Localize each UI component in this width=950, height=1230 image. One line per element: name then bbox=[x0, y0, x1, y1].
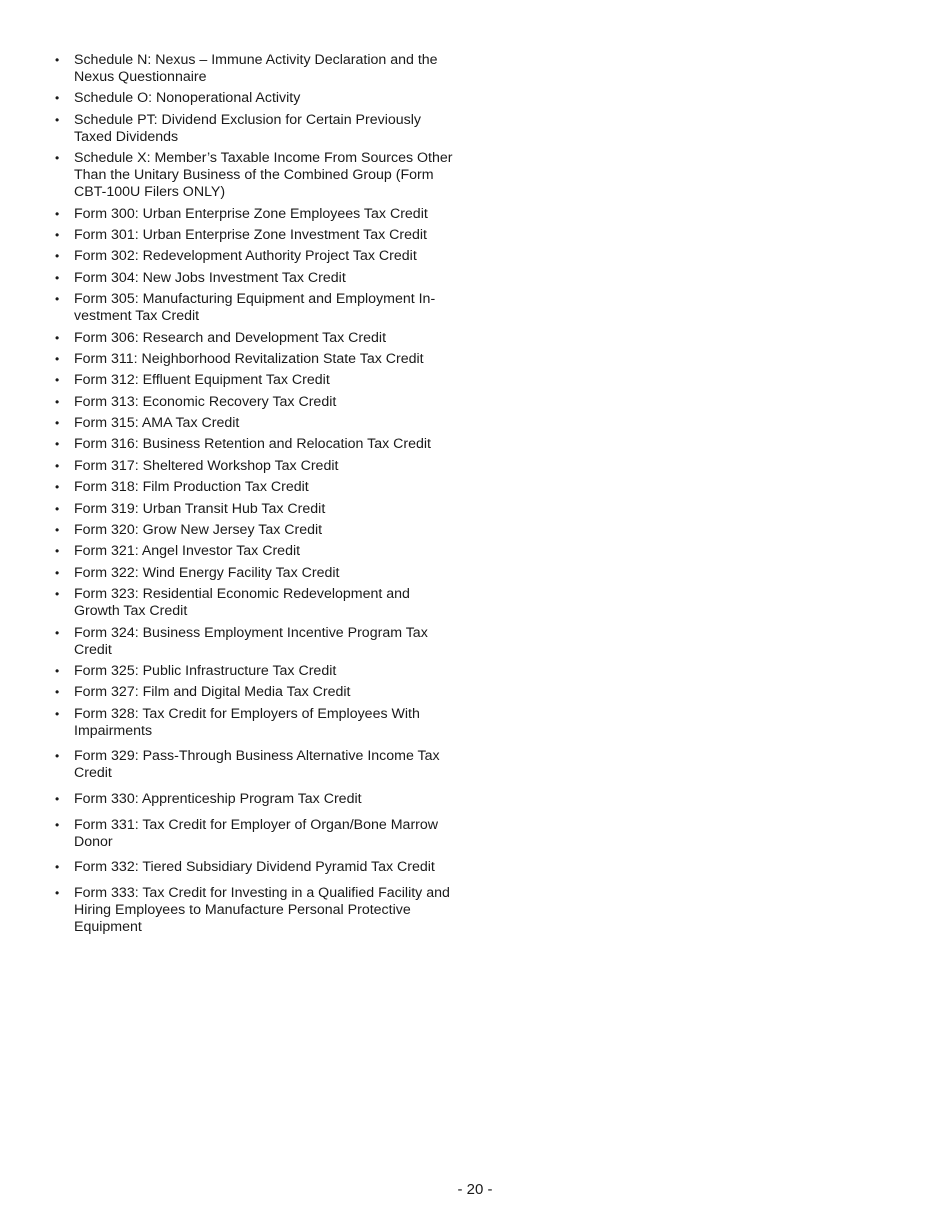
list-item bbox=[55, 436, 455, 453]
bullet-icon: • bbox=[55, 625, 60, 640]
bullet-icon: • bbox=[55, 501, 60, 516]
bullet-icon: • bbox=[55, 587, 60, 602]
bullet-icon: • bbox=[55, 791, 60, 806]
bullet-icon: • bbox=[55, 706, 60, 721]
list-item bbox=[55, 625, 455, 659]
bullet-icon: • bbox=[55, 544, 60, 559]
list-item bbox=[55, 885, 455, 936]
bullet-icon: • bbox=[55, 373, 60, 388]
list-item-text: Form 305: Manufacturing Equipment and Employment In-vestment Tax Credit bbox=[74, 291, 436, 325]
bullet-icon: • bbox=[55, 437, 60, 452]
list-item-text: Form 327: Film and Digital Media Tax Credit bbox=[74, 684, 351, 701]
bullet-icon: • bbox=[55, 249, 60, 264]
list-item bbox=[55, 543, 455, 560]
list-item-text: Form 328: Tax Credit for Employers of Employees With Impairments bbox=[74, 705, 420, 739]
bullet-icon: • bbox=[55, 227, 60, 242]
bullet-icon: • bbox=[55, 394, 60, 409]
bullet-icon: • bbox=[55, 685, 60, 700]
list-item bbox=[55, 248, 455, 265]
list-item-text: Schedule O: Nonoperational Activity bbox=[74, 90, 301, 107]
bullet-icon: • bbox=[55, 330, 60, 345]
list-item bbox=[55, 565, 455, 582]
list-item-text: Schedule X: Member’s Taxable Income From Sources Other Than the Unitary Business of the Combined Group (Form CBT-100U Filers ONLY) bbox=[74, 150, 453, 201]
list-item-text: Form 312: Effluent Equipment Tax Credit bbox=[74, 372, 330, 389]
list-item-text: Form 330: Apprenticeship Program Tax Credit bbox=[74, 790, 362, 807]
bullet-icon: • bbox=[55, 416, 60, 431]
list-item bbox=[55, 372, 455, 389]
list-item-text: Form 302: Redevelopment Authority Project Tax Credit bbox=[74, 248, 417, 265]
bullet-icon: • bbox=[55, 206, 60, 221]
bullet-icon: • bbox=[55, 523, 60, 538]
list-item-text: Form 311: Neighborhood Revitalization State Tax Credit bbox=[74, 350, 424, 367]
list-item-text: Form 315: AMA Tax Credit bbox=[74, 415, 240, 432]
list-item-text: Form 322: Wind Energy Facility Tax Credit bbox=[74, 564, 340, 581]
list-item bbox=[55, 817, 455, 851]
list-item bbox=[55, 706, 455, 740]
list-item bbox=[55, 351, 455, 368]
list-item-text: Form 332: Tiered Subsidiary Dividend Pyramid Tax Credit bbox=[74, 859, 435, 876]
list-item bbox=[55, 90, 455, 107]
bullet-icon: • bbox=[55, 151, 60, 166]
bullet-icon: • bbox=[55, 91, 60, 106]
bullet-icon: • bbox=[55, 749, 60, 764]
bullet-icon: • bbox=[55, 817, 60, 832]
list-item-text: Form 331: Tax Credit for Employer of Organ/Bone Marrow Donor bbox=[74, 816, 439, 850]
list-item-text: Form 313: Economic Recovery Tax Credit bbox=[74, 393, 337, 410]
list-item bbox=[55, 227, 455, 244]
list-item-text: Form 321: Angel Investor Tax Credit bbox=[74, 543, 301, 560]
bullet-icon: • bbox=[55, 351, 60, 366]
list-item bbox=[55, 522, 455, 539]
list-item bbox=[55, 501, 455, 518]
list-item-text: Form 300: Urban Enterprise Zone Employees Tax Credit bbox=[74, 205, 428, 222]
list-item bbox=[55, 206, 455, 223]
list-item bbox=[55, 684, 455, 701]
bullet-icon: • bbox=[55, 53, 60, 67]
bullet-icon: • bbox=[55, 885, 60, 900]
list-item bbox=[55, 586, 455, 620]
list-item-text: Form 319: Urban Transit Hub Tax Credit bbox=[74, 500, 326, 517]
list-item-text: Form 324: Business Employment Incentive Program Tax Credit bbox=[74, 624, 428, 658]
bullet-icon: • bbox=[55, 480, 60, 495]
list-item-text: Schedule N: Nexus – Immune Activity Declaration and the Nexus Questionnaire bbox=[74, 52, 438, 85]
bullet-icon: • bbox=[55, 270, 60, 285]
list-item-text: Form 316: Business Retention and Relocation Tax Credit bbox=[74, 436, 431, 453]
list-item bbox=[55, 458, 455, 475]
list-item bbox=[55, 859, 455, 876]
bullet-icon: • bbox=[55, 565, 60, 580]
list-item-text: Form 329: Pass-Through Business Alternative Income Tax Credit bbox=[74, 748, 440, 782]
list-item bbox=[55, 479, 455, 496]
list-item bbox=[55, 291, 455, 325]
list-item bbox=[55, 394, 455, 411]
bullet-icon: • bbox=[55, 292, 60, 307]
list-item-text: Form 323: Residential Economic Redevelopment and Growth Tax Credit bbox=[74, 586, 410, 620]
list-item bbox=[55, 748, 455, 782]
list-item bbox=[55, 52, 455, 86]
list-item-text: Form 325: Public Infrastructure Tax Credit bbox=[74, 662, 337, 679]
list-item bbox=[55, 150, 455, 201]
list-item-text: Form 304: New Jobs Investment Tax Credit bbox=[74, 269, 346, 286]
list-item bbox=[55, 112, 455, 146]
list-item bbox=[55, 330, 455, 347]
list-item-text: Form 306: Research and Development Tax Credit bbox=[74, 329, 387, 346]
list-item-text: Form 317: Sheltered Workshop Tax Credit bbox=[74, 457, 339, 474]
list-item-text: Form 318: Film Production Tax Credit bbox=[74, 479, 309, 496]
list-item bbox=[55, 791, 455, 808]
list-item bbox=[55, 663, 455, 680]
page-number: - 20 - bbox=[457, 1181, 493, 1198]
bullet-icon: • bbox=[55, 663, 60, 678]
bullet-icon: • bbox=[55, 860, 60, 875]
list-item bbox=[55, 415, 455, 432]
bullet-icon: • bbox=[55, 112, 60, 127]
list-item bbox=[55, 270, 455, 287]
forms-schedules-list bbox=[55, 52, 455, 940]
list-item-text: Form 333: Tax Credit for Investing in a Qualified Facility and Hiring Employees to Manufacture Personal Protective Equipment bbox=[74, 884, 450, 935]
bullet-icon: • bbox=[55, 458, 60, 473]
list-item-text: Form 320: Grow New Jersey Tax Credit bbox=[74, 522, 323, 539]
list-item-text: Schedule PT: Dividend Exclusion for Certain Previously Taxed Dividends bbox=[74, 111, 421, 145]
list-item-text: Form 301: Urban Enterprise Zone Investment Tax Credit bbox=[74, 226, 428, 243]
